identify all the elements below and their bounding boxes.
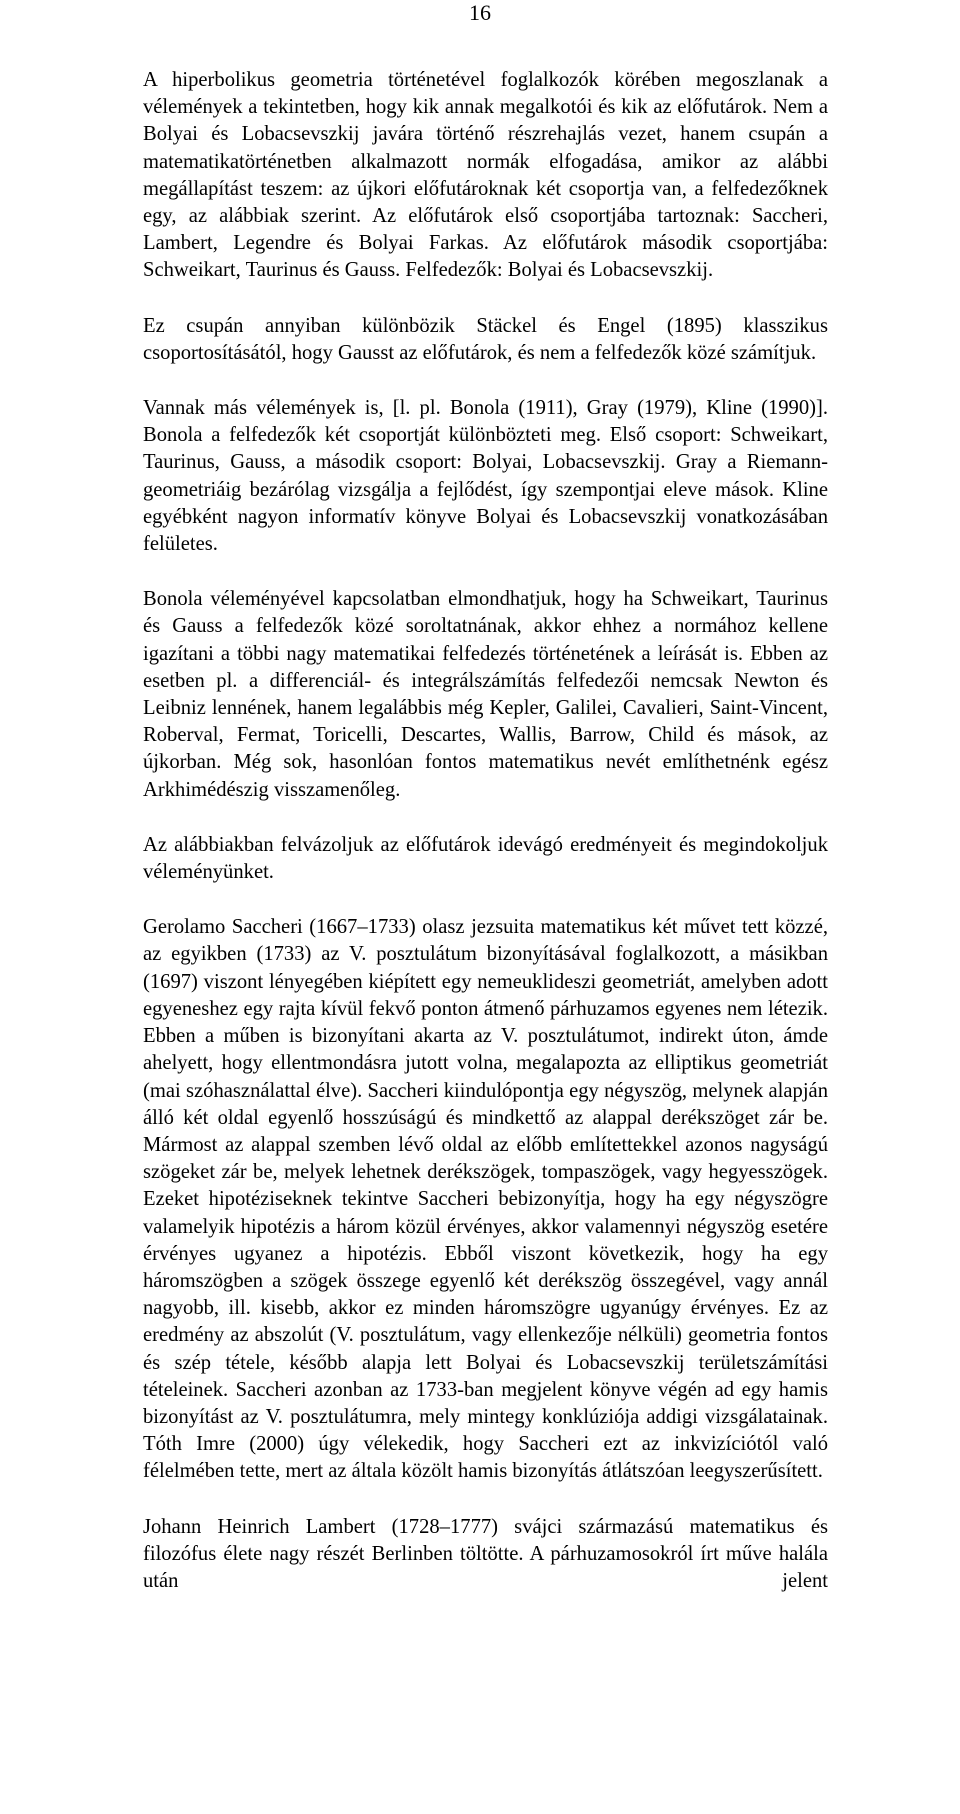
paragraph-4: Bonola véleményével kapcsolatban elmondhatjuk, hogy ha Schweikart, Taurinus és Gauss a felfedezők közé soroltatnának, akkor ehhez a normához kellene igazítani a többi nagy matematikai felfedezés történetének a leírását is. Ebben az esetben pl. a differenciál- és integrálszámítás felfedezői nemcsak Newton és Leibniz lennének, hanem legalábbis még Kepler, Galilei, Cavalieri, Saint-Vincent, Roberval, Fermat, Toricelli, Descartes, Wallis, Barrow, Child és mások, az újkorban. Még sok, hasonlóan fontos matematikus nevét említhetnénk egész Arkhimédészig visszamenőleg. [143, 588, 828, 801]
paragraph-7: Johann Heinrich Lambert (1728–1777) svájci származású matematikus és filozófus élete nagy részét Berlinben töltötte. A párhuzamosokról írt műve halála után jelent [143, 1515, 828, 1592]
page-number: 16 [469, 0, 491, 25]
paragraph-3: Vannak más vélemények is, [l. pl. Bonola (1911), Gray (1979), Kline (1990)]. Bonola a felfedezők két csoportját különbözteti meg. Első csoport: Schweikart, Taurinus, Gauss, a második csoport: Bolyai, Lobacsevszkij. Gray a Riemann-geometriáig bezárólag vizsgálja a fejlődést, így szempontjai eleve mások. Kline egyébként nagyon informatív könyve Bolyai és Lobacsevszkij vonatkozásában felületes. [143, 397, 828, 556]
paragraph-5: Az alábbiakban felvázoljuk az előfutárok idevágó eredményeit és megindokoljuk véleményünket. [143, 833, 828, 884]
body-text [143, 67, 828, 1595]
paragraph-2: Ez csupán annyiban különbözik Stäckel és Engel (1895) klasszikus csoportosításától, hogy Gausst az előfutárok, és nem a felfedezők közé számítjuk. [143, 314, 828, 364]
paragraph-6: Gerolamo Saccheri (1667–1733) olasz jezsuita matematikus két művet tett közzé, az egyikben (1733) az V. posztulátum bizonyításával foglalkozott, a másikban (1697) viszont lényegében kiépített egy nemeuklideszi geometriát, amelyben adott egyeneshez egy rajta kívül fekvő ponton átmenő párhuzamos egyenes nem létezik. Ebben a műben is bizonyítani akarta az V. posztulátumot, indirekt úton, ámde ahelyett, hogy ellentmondásra jutott volna, megalapozta az elliptikus geometriát (mai szóhasználattal élve). Saccheri kiindulópontja egy négyszög, melynek alapján álló két oldal egyenlő hosszúságú és mindkettő az alappal derékszöget zár be. Mármost az alappal szemben lévő oldal az előbb említettekkel azonos nagyságú szögeket zár be, melyek lehetnek derékszögek, tompaszögek, vagy hegyesszögek. Ezeket hipotéziseknek tekintve Saccheri bebizonyítja, hogy ha egy négyszögre valamelyik hipotézis a három közül érvényes, akkor valamennyi négyszög esetére érvényes ugyanez a hipotézis. Ebből viszont következik, hogy ha egy háromszögben a szögek összege egyenlő két derékszög összegével, vagy annál nagyobb, ill. kisebb, akkor ez minden háromszögre ugyanúgy érvényes. Ez az eredmény az abszolút (V. posztulátum, vagy ellenkezője nélküli) geometria fontos és szép tétele, később alapja lett Bolyai és Lobacsevszkij területszámítási tételeinek. Saccheri azonban az 1733-ban megjelent könyve végén ad egy hamis bizonyítást az V. posztulátumra, mely mintegy konklúziója addigi vizsgálatainak. Tóth Imre (2000) úgy vélekedik, hogy Saccheri ezt az inkvizíciótól való félelmében tette, mert az általa közölt hamis bizonyítás átlátszóan leegyszerűsített. [143, 916, 828, 1483]
paragraph-1: A hiperbolikus geometria történetével foglalkozók körében megoszlanak a vélemények a tekintetben, hogy kik annak megalkotói és kik az előfutárok. Nem a Bolyai és Lobacsevszkij javára történő részrehajlás vezet, hanem csupán a matematikatörténetben alkalmazott normák elfogadása, amikor az alábbi megállapítást teszem: az újkori előfutároknak két csoportja van, a felfedezőknek egy, az alábbiak szerint. Az előfutárok első csoportjába tartoznak: Saccheri, Lambert, Legendre és Bolyai Farkas. Az előfutárok második csoportjába: Schweikart, Taurinus és Gauss. Felfedezők: Bolyai és Lobacsevszkij. [143, 69, 828, 282]
